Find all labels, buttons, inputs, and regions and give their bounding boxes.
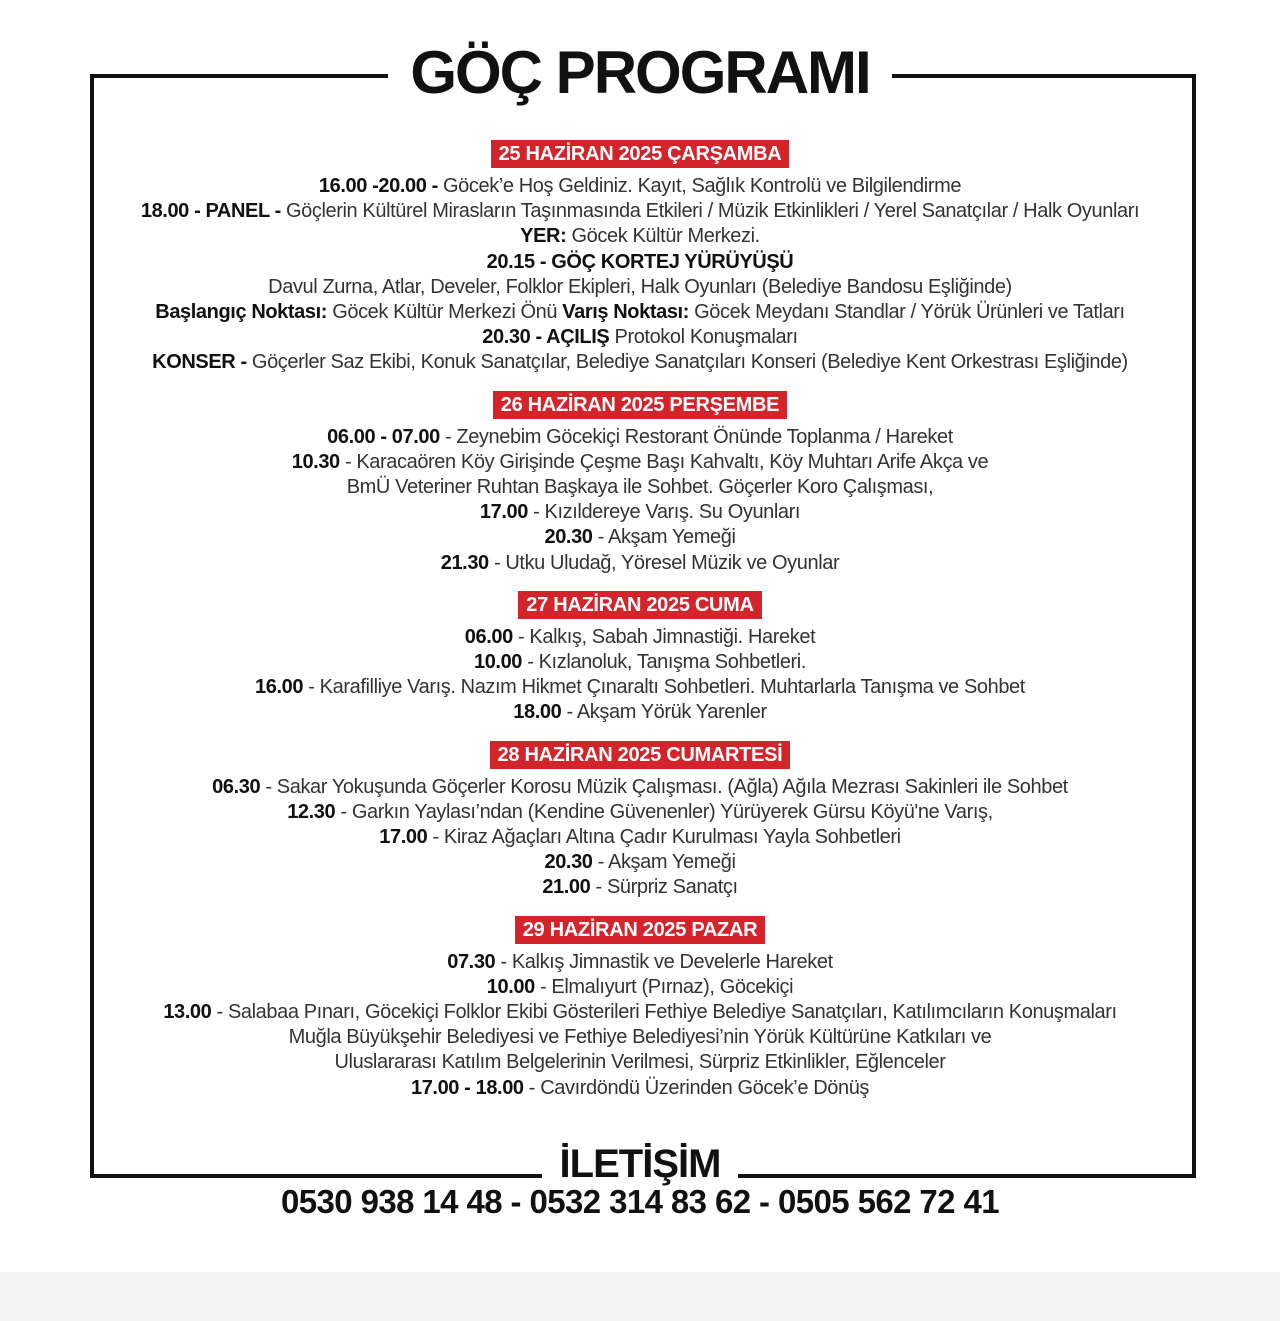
schedule-text: - Zeynebim Göcekiçi Restorant Önünde Toplanma / Hareket: [444, 425, 953, 448]
schedule-line: [96, 950, 1184, 975]
section-gap: [96, 376, 1184, 391]
schedule-time: 20.15 - GÖÇ KORTEJ YÜRÜYÜŞÜ: [486, 250, 794, 273]
schedule-time: 17.00: [379, 826, 433, 849]
schedule-line: [96, 425, 1184, 450]
schedule-line: [96, 475, 1184, 500]
schedule-time: 21.00: [542, 876, 596, 899]
schedule-line: [96, 525, 1184, 550]
schedule-text: Protokol Konuşmaları: [614, 326, 798, 349]
schedule-text: Göcek Meydanı Standlar / Yörük Ürünleri ve Tatları: [694, 301, 1125, 324]
page-title: GÖÇ PROGRAMI: [388, 38, 891, 108]
day-header: 27 HAZİRAN 2025 CUMA: [518, 591, 761, 619]
schedule-text: Göcek Kültür Merkezi.: [571, 225, 760, 248]
contact-phones: 0530 938 14 48 - 0532 314 83 62 - 0505 562 72 41: [280, 1183, 1000, 1220]
schedule-time: 20.30: [544, 526, 598, 549]
schedule-line: [96, 850, 1184, 875]
day-section: [96, 741, 1184, 901]
schedule-line: [96, 174, 1184, 199]
day-section: [96, 591, 1184, 726]
schedule-text: - Kızıldereye Varış. Su Oyunları: [533, 501, 801, 524]
schedule-time: 06.00 - 07.00: [327, 425, 445, 448]
schedule-time: KONSER -: [152, 351, 252, 374]
schedule-line: [96, 800, 1184, 825]
schedule-line: [96, 199, 1184, 224]
schedule-text: Uluslararası Katılım Belgelerinin Verilmesi, Sürpriz Etkinlikler, Eğlenceler: [334, 1051, 946, 1074]
schedule-text: BmÜ Veteriner Ruhtan Başkaya ile Sohbet. Göçerler Koro Çalışması,: [346, 476, 934, 499]
day-header-row: [96, 391, 1184, 421]
schedule-time: 16.00: [255, 676, 309, 699]
schedule-text: Göcek’e Hoş Geldiniz. Kayıt, Sağlık Kontrolü ve Bilgilendirme: [443, 175, 962, 197]
schedule-line: [96, 250, 1184, 275]
schedule-line: [96, 975, 1184, 1000]
schedule-line: [96, 1025, 1184, 1050]
schedule-line: [96, 775, 1184, 800]
schedule-time: 21.30: [440, 551, 494, 574]
schedule-time: 13.00: [163, 1001, 217, 1024]
day-section: [96, 140, 1184, 376]
day-header: 26 HAZİRAN 2025 PERŞEMBE: [493, 391, 787, 419]
schedule-time: 07.30: [447, 950, 501, 973]
day-header-row: [96, 591, 1184, 621]
schedule-line: [96, 275, 1184, 300]
schedule-text: - Kalkış Jimnastik ve Develerle Hareket: [500, 950, 833, 973]
schedule-text: - Akşam Yörük Yarenler: [566, 701, 767, 724]
schedule-line: [96, 500, 1184, 525]
schedule-text: - Utku Uludağ, Yöresel Müzik ve Oyunlar: [493, 551, 840, 574]
schedule-time: 18.00: [513, 701, 567, 724]
schedule-text: - Karacaören Köy Girişinde Çeşme Başı Kahvaltı, Köy Muhtarı Arife Akça ve: [344, 450, 989, 473]
schedule-time: Varış Noktası:: [562, 301, 695, 324]
schedule-text: - Kızlanoluk, Tanışma Sohbetleri.: [527, 651, 807, 674]
schedule-time: 16.00 -20.00 -: [318, 175, 443, 197]
day-header-row: [96, 741, 1184, 771]
schedule-text: - Cavırdöndü Üzerinden Göcek’e Dönüş: [528, 1076, 870, 1099]
schedule-line: [96, 625, 1184, 650]
schedule-line: [96, 875, 1184, 900]
section-gap: [96, 901, 1184, 916]
schedule-line: [96, 700, 1184, 725]
schedule-text: - Salabaa Pınarı, Göcekiçi Folklor Ekibi Gösterileri Fethiye Belediye Sanatçıları, Katılımcıların Konuşmaları: [216, 1001, 1117, 1024]
day-section: [96, 391, 1184, 576]
schedule-line: [96, 1050, 1184, 1075]
title-wrap: [0, 38, 1280, 108]
schedule-text: Göçlerin Kültürel Mirasların Taşınmasında Etkileri / Müzik Etkinlikleri / Yerel Sanatçılar / Halk Oyunları: [286, 200, 1140, 223]
section-gap: [96, 576, 1184, 591]
schedule-time: 20.30 - AÇILIŞ: [482, 326, 615, 349]
day-header: 28 HAZİRAN 2025 CUMARTESİ: [490, 741, 791, 769]
schedule-line: [96, 1000, 1184, 1025]
schedule-text: Muğla Büyükşehir Belediyesi ve Fethiye Belediyesi’nin Yörük Kültürüne Katkıları ve: [288, 1026, 992, 1049]
schedule-text: - Sakar Yokuşunda Göçerler Korosu Müzik Çalışması. (Ağla) Ağıla Mezrası Sakinleri ile Sohbet: [265, 775, 1068, 798]
schedule-time: YER:: [520, 225, 572, 248]
day-header: 25 HAZİRAN 2025 ÇARŞAMBA: [491, 140, 790, 168]
schedule-time: 20.30: [544, 851, 598, 874]
schedule-line: [96, 350, 1184, 375]
schedule-text: - Akşam Yemeği: [597, 851, 736, 874]
schedule-line: [96, 450, 1184, 475]
schedule-time: 10.00: [473, 651, 528, 674]
schedule-time: 17.00 - 18.00: [410, 1076, 529, 1099]
schedule-time: 18.00 - PANEL -: [140, 200, 286, 223]
bottom-strip: [0, 1272, 1280, 1321]
schedule-line: [96, 224, 1184, 249]
schedule-text: - Sürpriz Sanatçı: [595, 876, 738, 899]
schedule-text: Davul Zurna, Atlar, Develer, Folklor Ekipleri, Halk Oyunları (Belediye Bandosu Eşliğinde): [268, 275, 1012, 298]
schedule-line: [96, 300, 1184, 325]
schedule: [96, 140, 1184, 1101]
schedule-time: 10.00: [486, 975, 540, 998]
schedule-line: [96, 675, 1184, 700]
schedule-text: - Karafilliye Varış. Nazım Hikmet Çınaraltı Sohbetleri. Muhtarlarla Tanışma ve Sohbet: [308, 676, 1025, 699]
schedule-text: - Akşam Yemeği: [597, 526, 736, 549]
contact-wrap: [0, 1140, 1280, 1188]
day-header-row: [96, 140, 1184, 170]
schedule-text: Göçerler Saz Ekibi, Konuk Sanatçılar, Belediye Sanatçıları Konseri (Belediye Kent Orkestrası Eşliğinde): [251, 351, 1128, 374]
schedule-time: Başlangıç Noktası:: [155, 301, 333, 324]
schedule-text: - Garkın Yaylası’ndan (Kendine Güvenenler) Yürüyerek Gürsu Köyü'ne Varış,: [340, 800, 993, 823]
schedule-line: [96, 325, 1184, 350]
schedule-time: 17.00: [479, 501, 534, 524]
day-section: [96, 916, 1184, 1101]
schedule-text: Göcek Kültür Merkezi Önü: [332, 301, 563, 324]
contact-title: İLETİŞİM: [542, 1140, 739, 1188]
schedule-time: 12.30: [287, 800, 341, 823]
day-header: 29 HAZİRAN 2025 PAZAR: [515, 916, 766, 944]
schedule-line: [96, 650, 1184, 675]
section-gap: [96, 726, 1184, 741]
schedule-text: - Kalkış, Sabah Jimnastiği. Hareket: [517, 625, 816, 648]
schedule-time: 06.00: [464, 625, 518, 648]
schedule-time: 10.30: [291, 450, 345, 473]
schedule-text: - Elmalıyurt (Pırnaz), Göcekiçi: [540, 975, 794, 998]
schedule-line: [96, 1076, 1184, 1101]
schedule-line: [96, 825, 1184, 850]
day-header-row: [96, 916, 1184, 946]
schedule-time: 06.30: [212, 775, 266, 798]
schedule-line: [96, 551, 1184, 576]
schedule-text: - Kiraz Ağaçları Altına Çadır Kurulması Yayla Sohbetleri: [432, 826, 901, 849]
